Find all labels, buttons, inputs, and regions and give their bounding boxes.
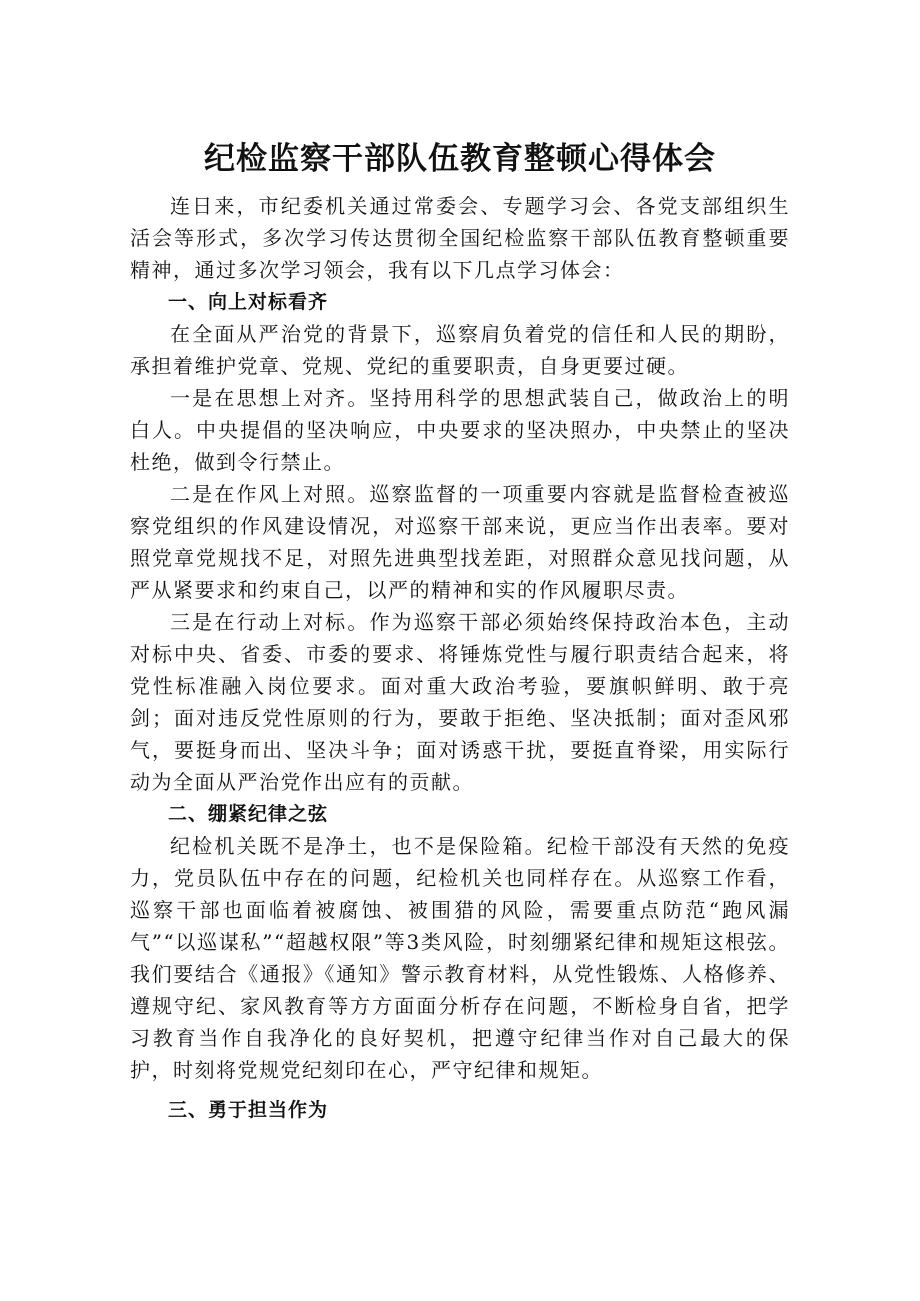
- section-1-paragraph-1: 在全面从严治党的背景下，巡察肩负着党的信任和人民的期盼，承担着维护党章、党规、党纪的重要职责，自身更要过硬。: [130, 322, 790, 378]
- page-title: 纪检监察干部队伍教育整顿心得体会: [204, 140, 716, 177]
- section-heading-2: 二、绷紧纪律之弦: [168, 803, 329, 825]
- section-1-paragraph-4: 三是在行动上对标。作为巡察干部必须始终保持政治本色，主动对标中央、省委、市委的要求、将锤炼党性与履行职责结合起来，将党性标准融入岗位要求。面对重大政治考验，要旗帜鲜明、敢于亮剑；面对违反党性原则的行为，要敢于拒绝、坚决抵制；面对歪风邪气，要挺身而出、坚决斗争；面对诱惑干扰，要挺直脊梁，用实际行动为全面从严治党作出应有的贡献。: [130, 610, 790, 794]
- section-1-paragraph-3: 二是在作风上对照。巡察监督的一项重要内容就是监督检查被巡察党组织的作风建设情况，对巡察干部来说，更应当作出表率。要对照党章党规找不足，对照先进典型找差距，对照群众意见找问题，从严从紧要求和约束自己，以严的精神和实的作风履职尽责。: [130, 482, 790, 602]
- section-heading-3: 三、勇于担当作为: [168, 1099, 329, 1121]
- section-2-paragraph-1: 纪检机关既不是净土，也不是保险箱。纪检干部没有天然的免疫力，党员队伍中存在的问题，纪检机关也同样存在。从巡察工作看，巡察干部也面临着被腐蚀、被围猎的风险，需要重点防范“跑风漏气”“以巡谋私”“超越权限”等3类风险，时刻绷紧纪律和规矩这根弦。我们要结合《通报》《通知》警示教育材料，从党性锻炼、人格修养、遵规守纪、家风教育等方方面面分析存在问题，不断检身自省，把学习教育当作自我净化的良好契机，把遵守纪律当作对自己最大的保护，时刻将党规党纪刻印在心，严守纪律和规矩。: [130, 834, 790, 1082]
- section-1-paragraph-2: 一是在思想上对齐。坚持用科学的思想武装自己，做政治上的明白人。中央提倡的坚决响应，中央要求的坚决照办，中央禁止的坚决杜绝，做到令行禁止。: [130, 386, 790, 474]
- section-heading-1: 一、向上对标看齐: [168, 291, 329, 313]
- intro-paragraph: 连日来，市纪委机关通过常委会、专题学习会、各党支部组织生活会等形式，多次学习传达贯彻全国纪检监察干部队伍教育整顿重要精神，通过多次学习领会，我有以下几点学习体会：: [130, 194, 790, 282]
- document-body: [130, 190, 790, 1126]
